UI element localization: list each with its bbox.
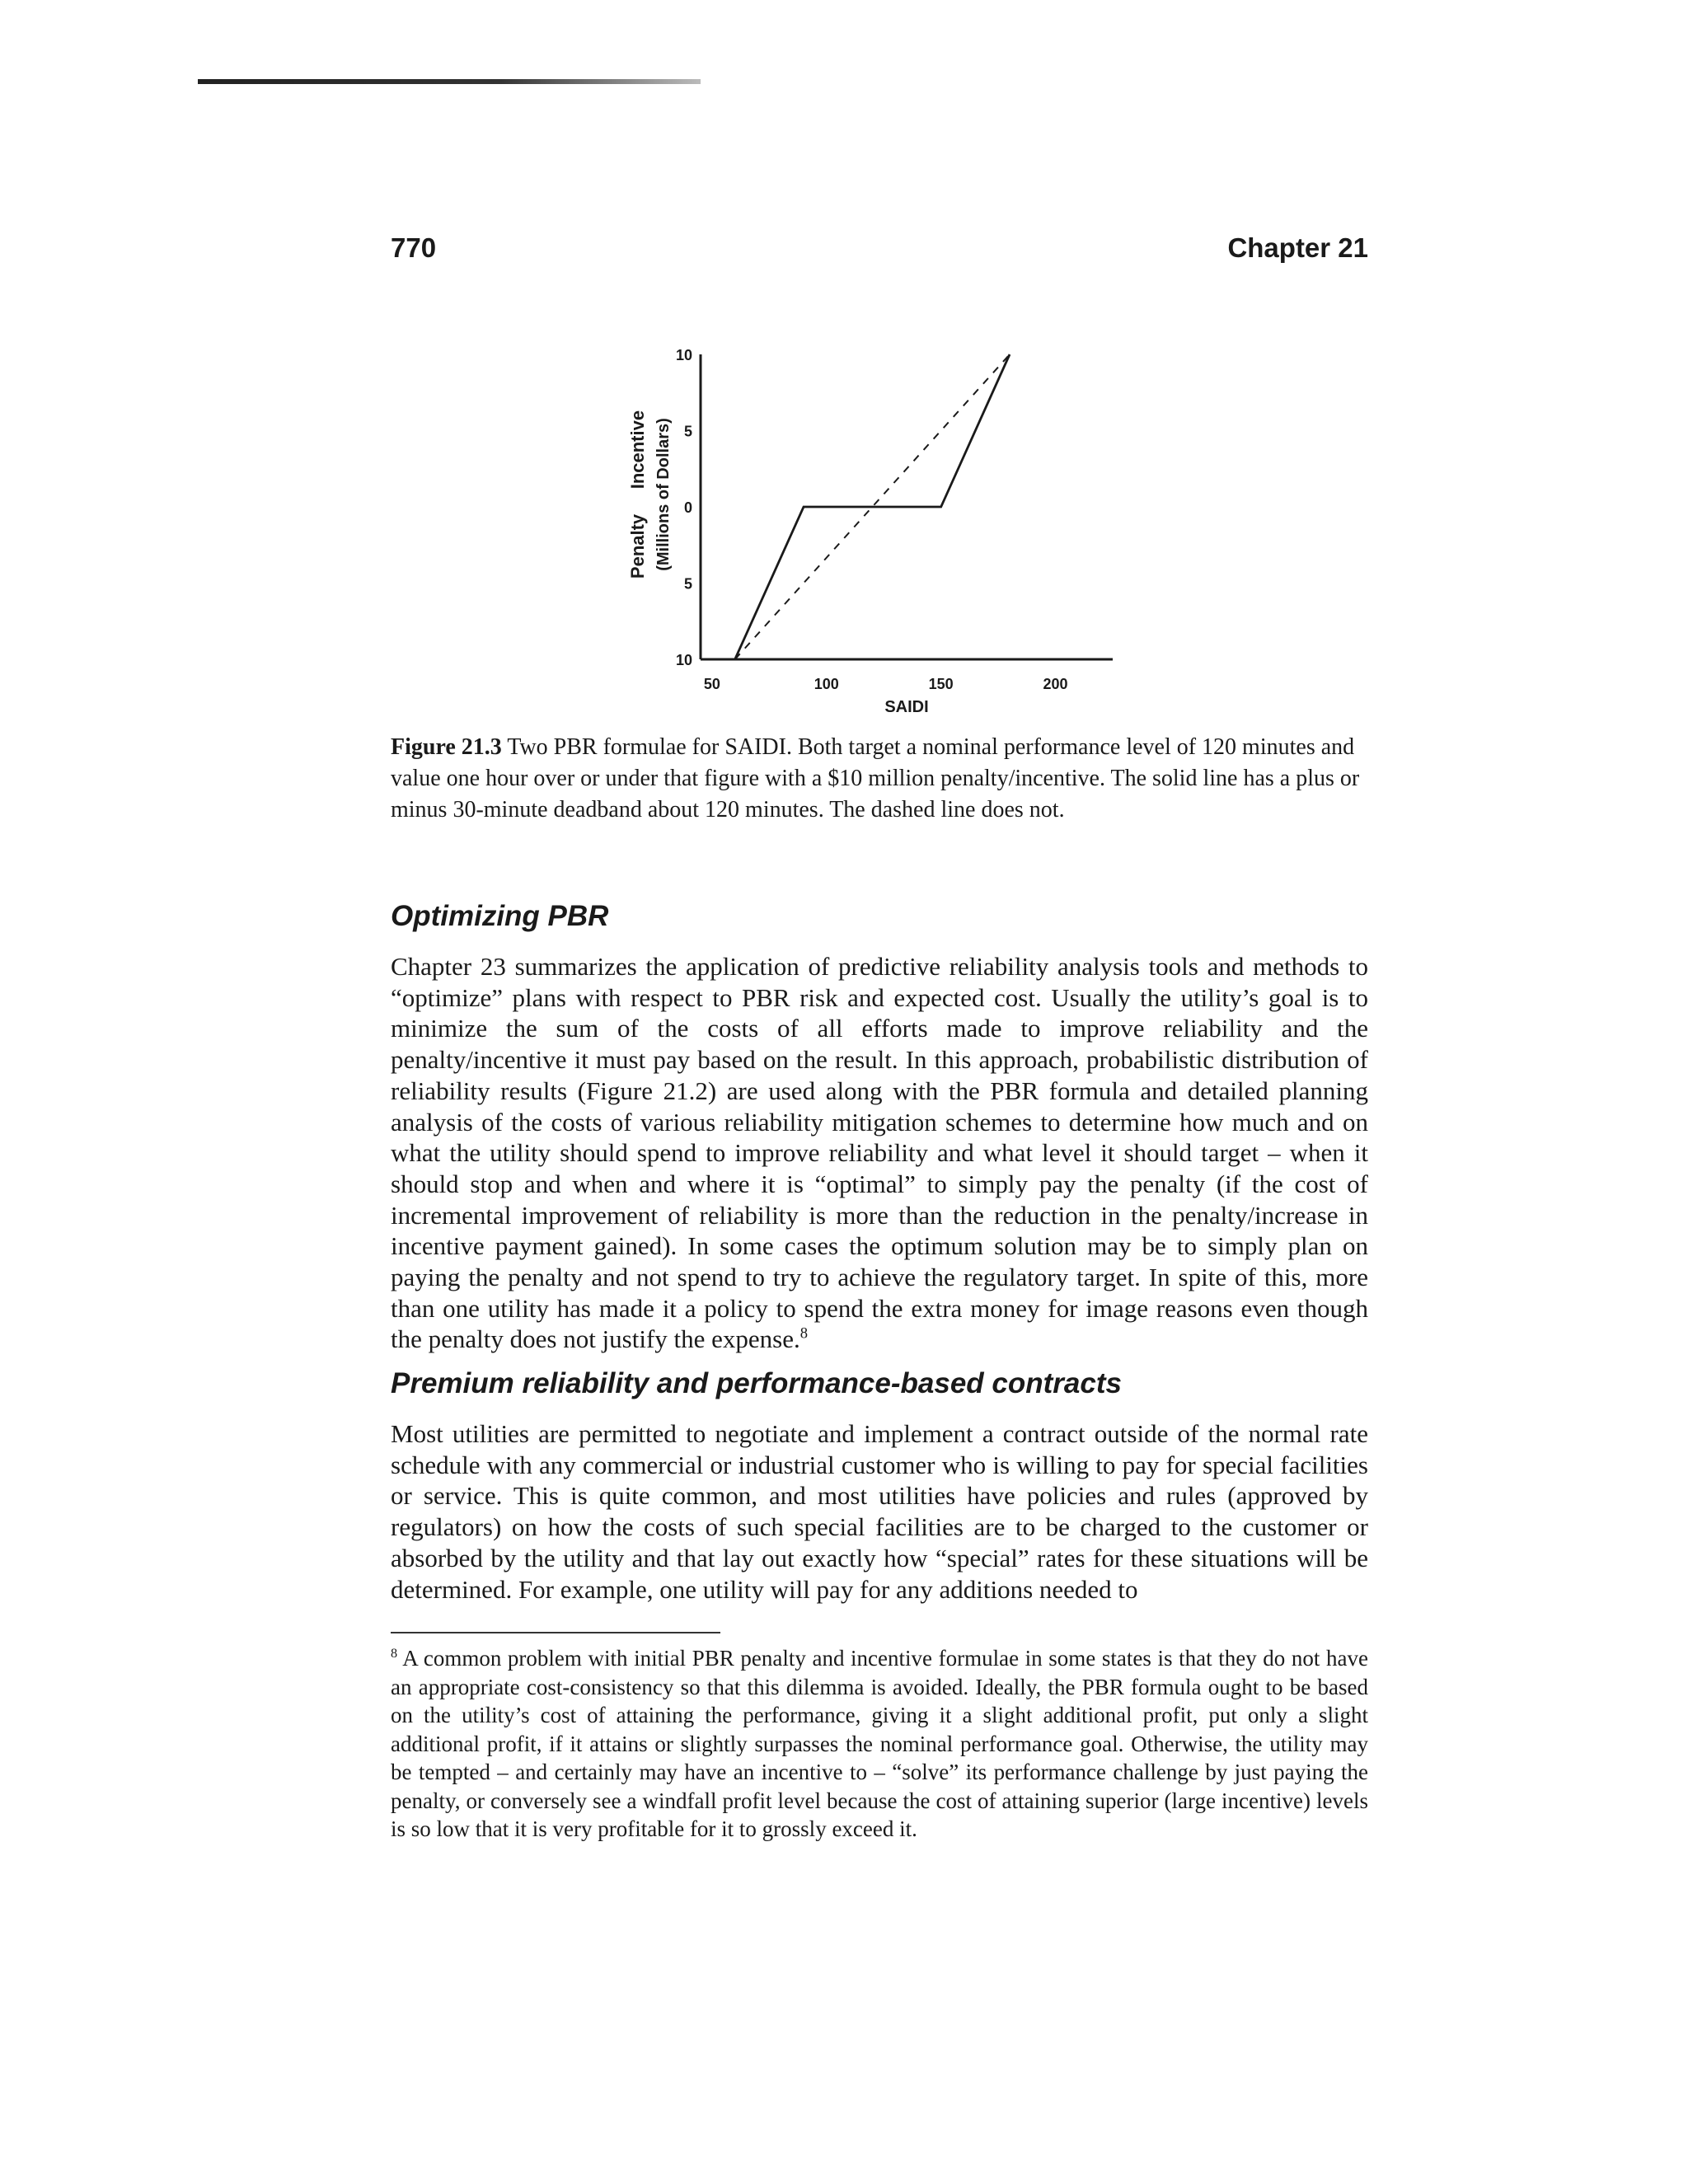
figure-caption-label: Figure 21.3 [391, 734, 502, 760]
section-heading: Optimizing PBR [391, 900, 609, 932]
x-axis-label: SAIDI [884, 698, 929, 716]
footnote-text: A common problem with initial PBR penalty and incentive formulae in some states is that they do not have an appropriate cost-consistency so that this dilemma is avoided. Ideally, the PBR formula ought to be based on the utility’s cost of attaining the performance, giving it a slight additional profit, put only a slight additional profit, if it attains or slightly surpasses the nominal performance goal. Otherwise, the utility may be tempted – and certainly may have an incentive to – “solve” its performance challenge by just paying the penalty, or conversely see a windfall profit level because the cost of attaining superior (large incentive) levels is so low that it is very profitable for it to grossly exceed it. [391, 1646, 1368, 1841]
pbr-chart [577, 317, 1187, 746]
x-tick-label: 100 [814, 676, 839, 692]
x-tick-label: 50 [703, 676, 720, 692]
y-tick-label: 0 [683, 499, 692, 516]
y-tick-label: 5 [683, 423, 692, 440]
y-axis-label-line1: Penalty Incentive [627, 410, 648, 579]
x-tick-labels [704, 676, 1068, 692]
y-tick-label: 5 [683, 575, 692, 593]
solid-series-line [701, 354, 1010, 659]
section-heading: Premium reliability and performance-based contracts [391, 1367, 1122, 1399]
figure-caption-text: Two PBR formulae for SAIDI. Both target a nominal performance level of 120 minutes and value one hour over or under that figure with a $10 million penalty/incentive. The solid line has a plus or minus 30-minute deadband about 120 minutes. The dashed line does not. [391, 734, 1360, 823]
page-number: 770 [391, 232, 437, 263]
y-axis-label-line2: (Millions of Dollars) [654, 418, 673, 571]
figure-caption [391, 732, 1368, 826]
chapter-label: Chapter 21 [1227, 232, 1368, 263]
running-head [391, 232, 1368, 274]
x-tick-label: 200 [1043, 676, 1068, 692]
x-tick-label: 150 [928, 676, 954, 692]
y-axis-label [627, 410, 673, 579]
footnote-rule [391, 1632, 720, 1633]
section-paragraph [391, 951, 1368, 1355]
section-premium-reliability [391, 1366, 1368, 1605]
footnote-reference: 8 [799, 1325, 809, 1343]
y-tick-labels [676, 347, 692, 668]
y-tick-label: 10 [675, 347, 692, 363]
section-optimizing-pbr [391, 898, 1368, 1355]
footnote [391, 1644, 1368, 1844]
top-rule [198, 79, 701, 84]
footnote-number: 8 [391, 1646, 398, 1661]
paragraph-text: Chapter 23 summarizes the application of predictive reliability analysis tools and methods to “optimize” plans with respect to PBR risk and expected cost. Usually the utility’s goal is to minimize the sum of the costs of all efforts made to improve reliability and the penalty/incentive it must pay based on the result. In this approach, probabilistic distribution of reliability results (Figure 21.2) are used along with the PBR formula and detailed planning analysis of the costs of various reliability mitigation schemes to determine how much and on what the utility should spend to improve reliability and what level it should target – when it should stop and when and where it is “optimal” to simply pay the penalty (if the cost of incremental improvement of reliability is more than the reduction in the penalty/increase in incentive payment gained). In some cases the optimum solution may be to simply plan on paying the penalty and not spend to try to achieve the regulatory target. In spite of this, more than one utility has made it a policy to spend the extra money for image reasons even though the penalty does not justify the expense. [391, 952, 1368, 1354]
chart-series [701, 354, 1010, 659]
section-paragraph: Most utilities are permitted to negotiate and implement a contract outside of the normal rate schedule with any commercial or industrial customer who is willing to pay for special facilities or service. This is quite common, and most utilities have policies and rules (approved by regulators) on how the costs of such special facilities are to be charged to the customer or absorbed by the utility and that lay out exactly how “special” rates for these situations will be determined. For example, one utility will pay for any additions needed to [391, 1419, 1368, 1604]
y-tick-label: 10 [675, 652, 692, 668]
